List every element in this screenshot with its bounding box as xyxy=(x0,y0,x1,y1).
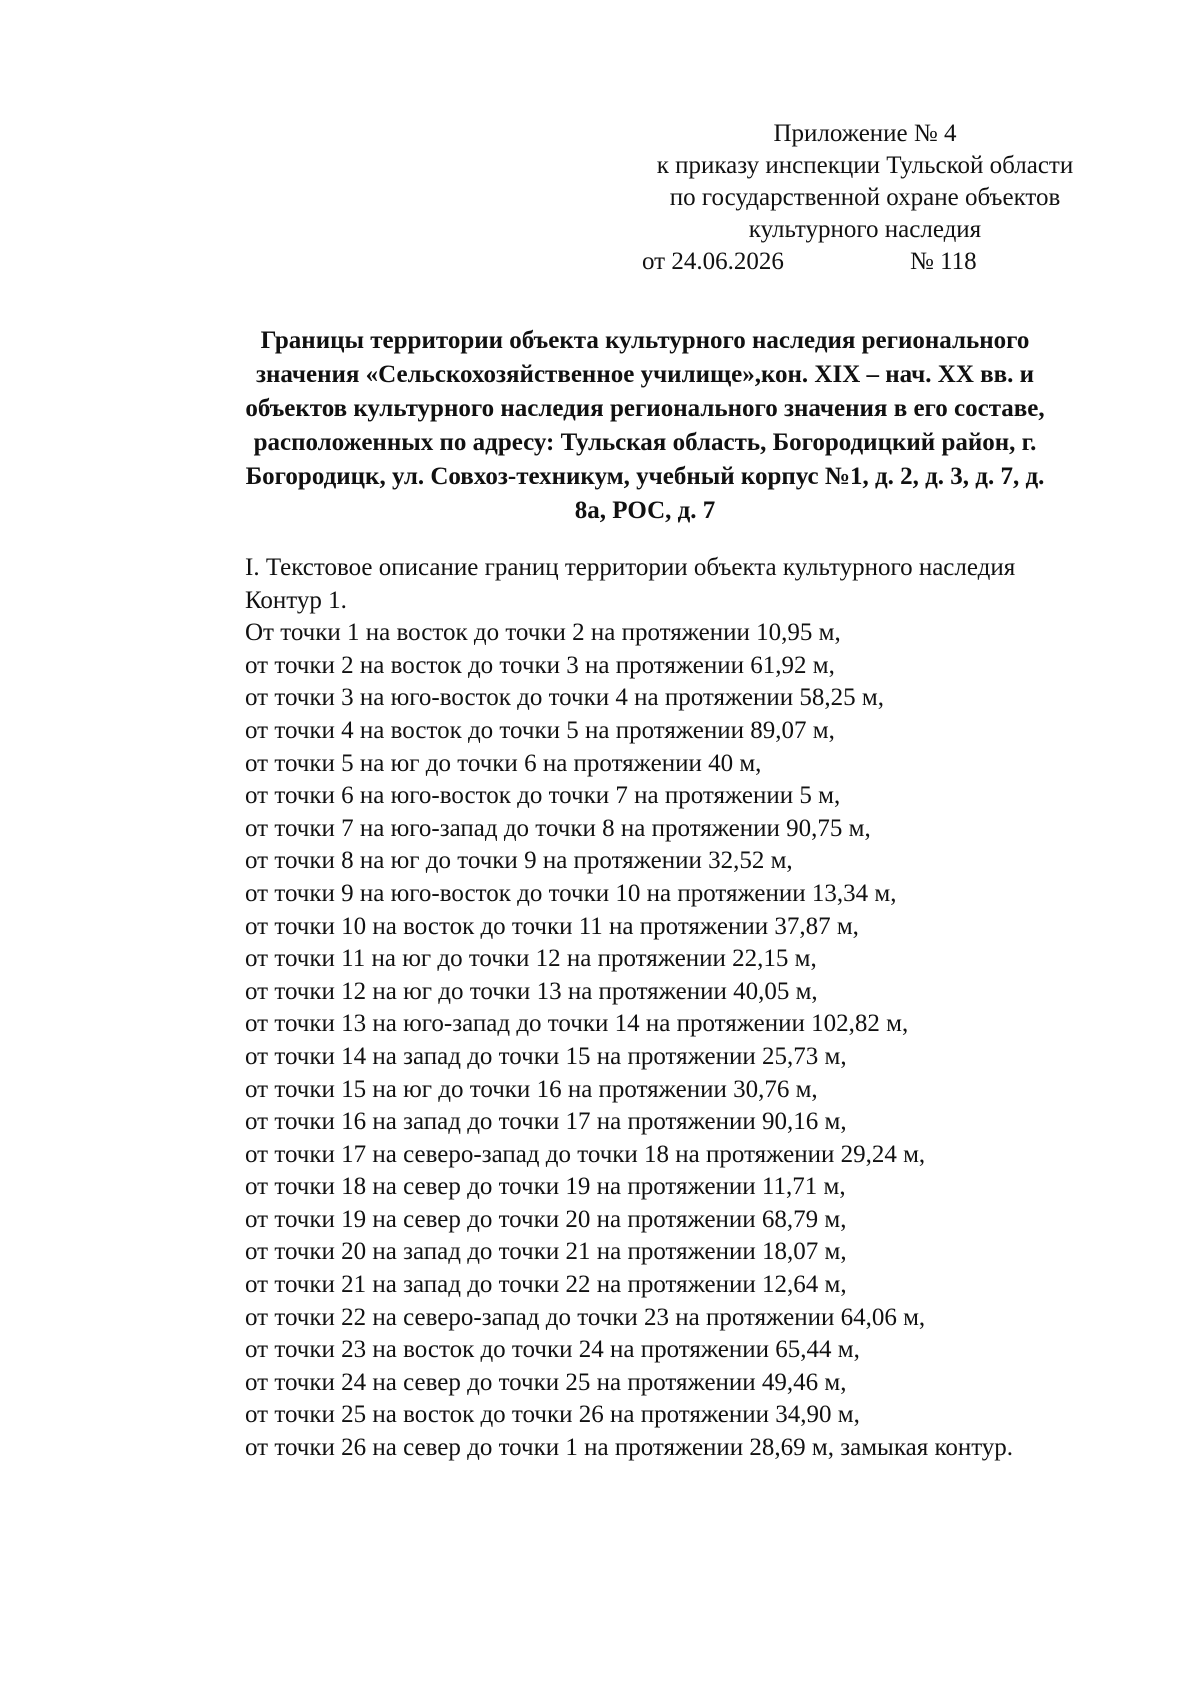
title-line: 8а, РОС, д. 7 xyxy=(574,497,716,524)
boundary-segment: от точки 3 на юго-восток до точки 4 на протяжении 58,25 м, xyxy=(245,684,884,712)
title-line: расположенных по адресу: Тульская область, Богородицкий район, г. xyxy=(253,429,1037,456)
order-reference-line-2: по государственной охране объектов xyxy=(669,184,1061,211)
boundary-segment: от точки 7 на юго-запад до точки 8 на протяжении 90,75 м, xyxy=(245,814,871,842)
appendix-number: Приложение № 4 xyxy=(773,120,957,147)
order-reference-line-3: культурного наследия xyxy=(748,216,982,243)
title-line: Богородицк, ул. Совхоз-техникум, учебный корпус №1, д. 2, д. 3, д. 7, д. xyxy=(245,463,1045,490)
boundary-segment: от точки 23 на восток до точки 24 на протяжении 65,44 м, xyxy=(245,1336,860,1364)
boundary-segment: От точки 1 на восток до точки 2 на протяжении 10,95 м, xyxy=(245,619,841,647)
boundary-segments-list xyxy=(170,617,1120,1432)
boundary-segment: от точки 8 на юг до точки 9 на протяжении 32,52 м, xyxy=(245,847,793,875)
appendix-header xyxy=(620,118,1110,278)
section-heading: I. Текстовое описание границ территории объекта культурного наследия xyxy=(245,554,1016,581)
boundary-segment: от точки 10 на восток до точки 11 на протяжении 37,87 м, xyxy=(245,912,859,940)
contour-label: Контур 1. xyxy=(245,586,347,614)
document-title xyxy=(170,324,1120,528)
boundary-segment: от точки 20 на запад до точки 21 на протяжении 18,07 м, xyxy=(245,1238,847,1266)
boundary-segment: от точки 12 на юг до точки 13 на протяжении 40,05 м, xyxy=(245,977,818,1005)
boundary-segment: от точки 6 на юго-восток до точки 7 на протяжении 5 м, xyxy=(245,782,841,810)
boundary-segment: от точки 2 на восток до точки 3 на протяжении 61,92 м, xyxy=(245,651,835,679)
boundary-segment: от точки 17 на северо-запад до точки 18 на протяжении 29,24 м, xyxy=(245,1140,926,1168)
order-date: от 24.06.2026 xyxy=(642,248,784,275)
boundary-segment: от точки 9 на юго-восток до точки 10 на протяжении 13,34 м, xyxy=(245,879,897,907)
title-line: значения «Сельскохозяйственное училище»,кон. XIX – нач. XX вв. и xyxy=(255,361,1035,388)
order-reference-line-1: к приказу инспекции Тульской области xyxy=(656,152,1074,179)
boundary-segment: от точки 13 на юго-запад до точки 14 на протяжении 102,82 м, xyxy=(245,1010,909,1038)
closing-segment: от точки 26 на север до точки 1 на протяжении 28,69 м, замыкая контур. xyxy=(245,1434,1014,1462)
boundary-segment: от точки 24 на север до точки 25 на протяжении 49,46 м, xyxy=(245,1368,847,1396)
boundary-segment: от точки 11 на юг до точки 12 на протяжении 22,15 м, xyxy=(245,945,817,973)
boundary-segment: от точки 5 на юг до точки 6 на протяжении 40 м, xyxy=(245,749,762,777)
boundary-segment: от точки 25 на восток до точки 26 на протяжении 34,90 м, xyxy=(245,1401,860,1429)
order-date-line xyxy=(620,246,1110,278)
title-line: Границы территории объекта культурного наследия регионального xyxy=(260,327,1030,354)
boundary-segment: от точки 16 на запад до точки 17 на протяжении 90,16 м, xyxy=(245,1108,847,1136)
boundary-segment: от точки 14 на запад до точки 15 на протяжении 25,73 м, xyxy=(245,1042,847,1070)
document-body xyxy=(170,552,1120,1465)
boundary-segment: от точки 21 на запад до точки 22 на протяжении 12,64 м, xyxy=(245,1271,847,1299)
order-number: № 118 xyxy=(910,248,977,275)
boundary-segment: от точки 22 на северо-запад до точки 23 на протяжении 64,06 м, xyxy=(245,1303,926,1331)
boundary-segment: от точки 19 на север до точки 20 на протяжении 68,79 м, xyxy=(245,1205,847,1233)
boundary-segment: от точки 18 на север до точки 19 на протяжении 11,71 м, xyxy=(245,1173,846,1201)
boundary-segment: от точки 15 на юг до точки 16 на протяжении 30,76 м, xyxy=(245,1075,818,1103)
boundary-segment: от точки 4 на восток до точки 5 на протяжении 89,07 м, xyxy=(245,716,835,744)
title-line: объектов культурного наследия регионального значения в его составе, xyxy=(245,395,1045,422)
